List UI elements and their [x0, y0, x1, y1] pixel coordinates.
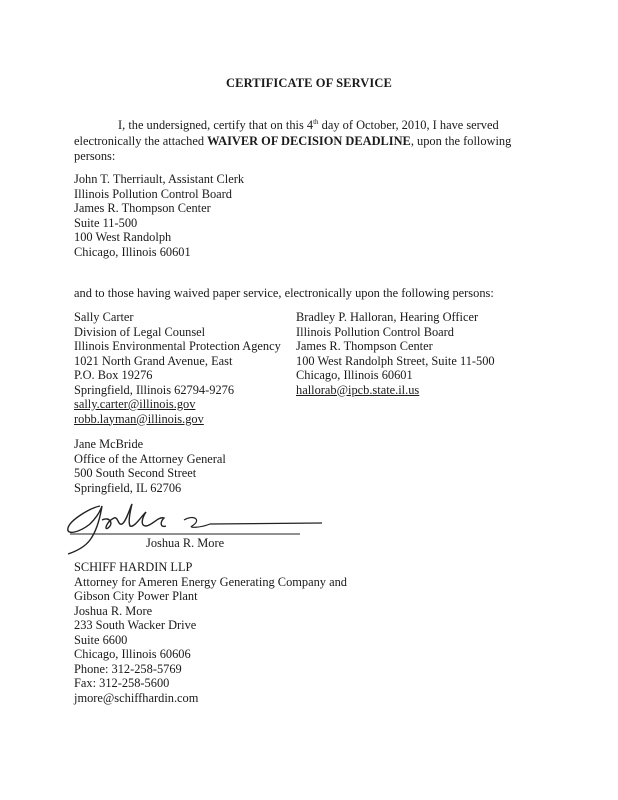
intro-paragraph [74, 115, 544, 165]
firm-city: Chicago, Illinois 60606 [74, 647, 191, 661]
firm-client-line1: Attorney for Ameren Energy Generating Company and [74, 574, 347, 589]
carter-email-link[interactable]: sally.carter@illinois.gov [74, 397, 196, 411]
firm-name: SCHIFF HARDIN LLP [74, 560, 193, 574]
firm-fax: Fax: 312-258-5600 [74, 676, 170, 690]
halloran-agency: Illinois Pollution Control Board [296, 324, 454, 339]
halloran-building: James R. Thompson Center [296, 339, 433, 353]
layman-email-link[interactable]: robb.layman@illinois.gov [74, 411, 204, 426]
mcbride-name: Jane McBride [74, 437, 144, 451]
carter-agency: Illinois Environmental Protection Agency [74, 339, 281, 353]
firm-phone: Phone: 312-258-5769 [74, 661, 182, 676]
intro-document-name: WAIVER OF DECISION DEADLINE [207, 133, 411, 148]
document-title: CERTIFICATE OF SERVICE [226, 76, 392, 90]
intro-superscript: th [313, 118, 319, 126]
clerk-city: Chicago, Illinois 60601 [74, 244, 191, 259]
halloran-street: 100 West Randolph Street, Suite 11-500 [296, 353, 495, 368]
halloran-name: Bradley P. Halloran, Hearing Officer [296, 310, 479, 324]
halloran-city: Chicago, Illinois 60601 [296, 368, 413, 382]
carter-name: Sally Carter [74, 310, 134, 324]
intro-text-before: I, the undersigned, certify that on this 4 [118, 118, 314, 133]
firm-email[interactable]: jmore@schiffhardin.com [74, 690, 199, 705]
intro-text-middle: day of October, 2010, I have served electronically the attached [74, 118, 499, 148]
firm-client-line2: Gibson City Power Plant [74, 589, 198, 603]
waived-service-text: and to those having waived paper service, electronically upon the following persons: [74, 286, 494, 300]
firm-attorney-name: Joshua R. More [74, 603, 153, 618]
halloran-email-link[interactable]: hallorab@ipcb.state.il.us [296, 382, 420, 397]
halloran-address-block [296, 310, 495, 397]
clerk-suite: Suite 11-500 [74, 215, 138, 230]
firm-street: 233 South Wacker Drive [74, 618, 197, 632]
carter-city: Springfield, Illinois 62794-9276 [74, 382, 235, 397]
clerk-building: James R. Thompson Center [74, 201, 211, 215]
carter-division: Division of Legal Counsel [74, 324, 206, 339]
mcbride-street: 500 South Second Street [74, 466, 197, 480]
clerk-name: John T. Therriault, Assistant Clerk [74, 172, 245, 186]
firm-signature-block [74, 560, 347, 705]
signatory-name: Joshua R. More [146, 536, 225, 550]
clerk-street: 100 West Randolph [74, 230, 172, 244]
carter-po-box: P.O. Box 19276 [74, 368, 153, 382]
firm-suite: Suite 6600 [74, 632, 128, 647]
mcbride-city: Springfield, IL 62706 [74, 480, 182, 495]
carter-street: 1021 North Grand Avenue, East [74, 353, 233, 368]
mcbride-office: Office of the Attorney General [74, 451, 226, 466]
intro-text-after: , upon the following persons: [74, 133, 512, 164]
carter-address-block [74, 310, 281, 426]
clerk-agency: Illinois Pollution Control Board [74, 186, 232, 201]
mcbride-address-block [74, 437, 226, 495]
clerk-address-block [74, 172, 244, 259]
